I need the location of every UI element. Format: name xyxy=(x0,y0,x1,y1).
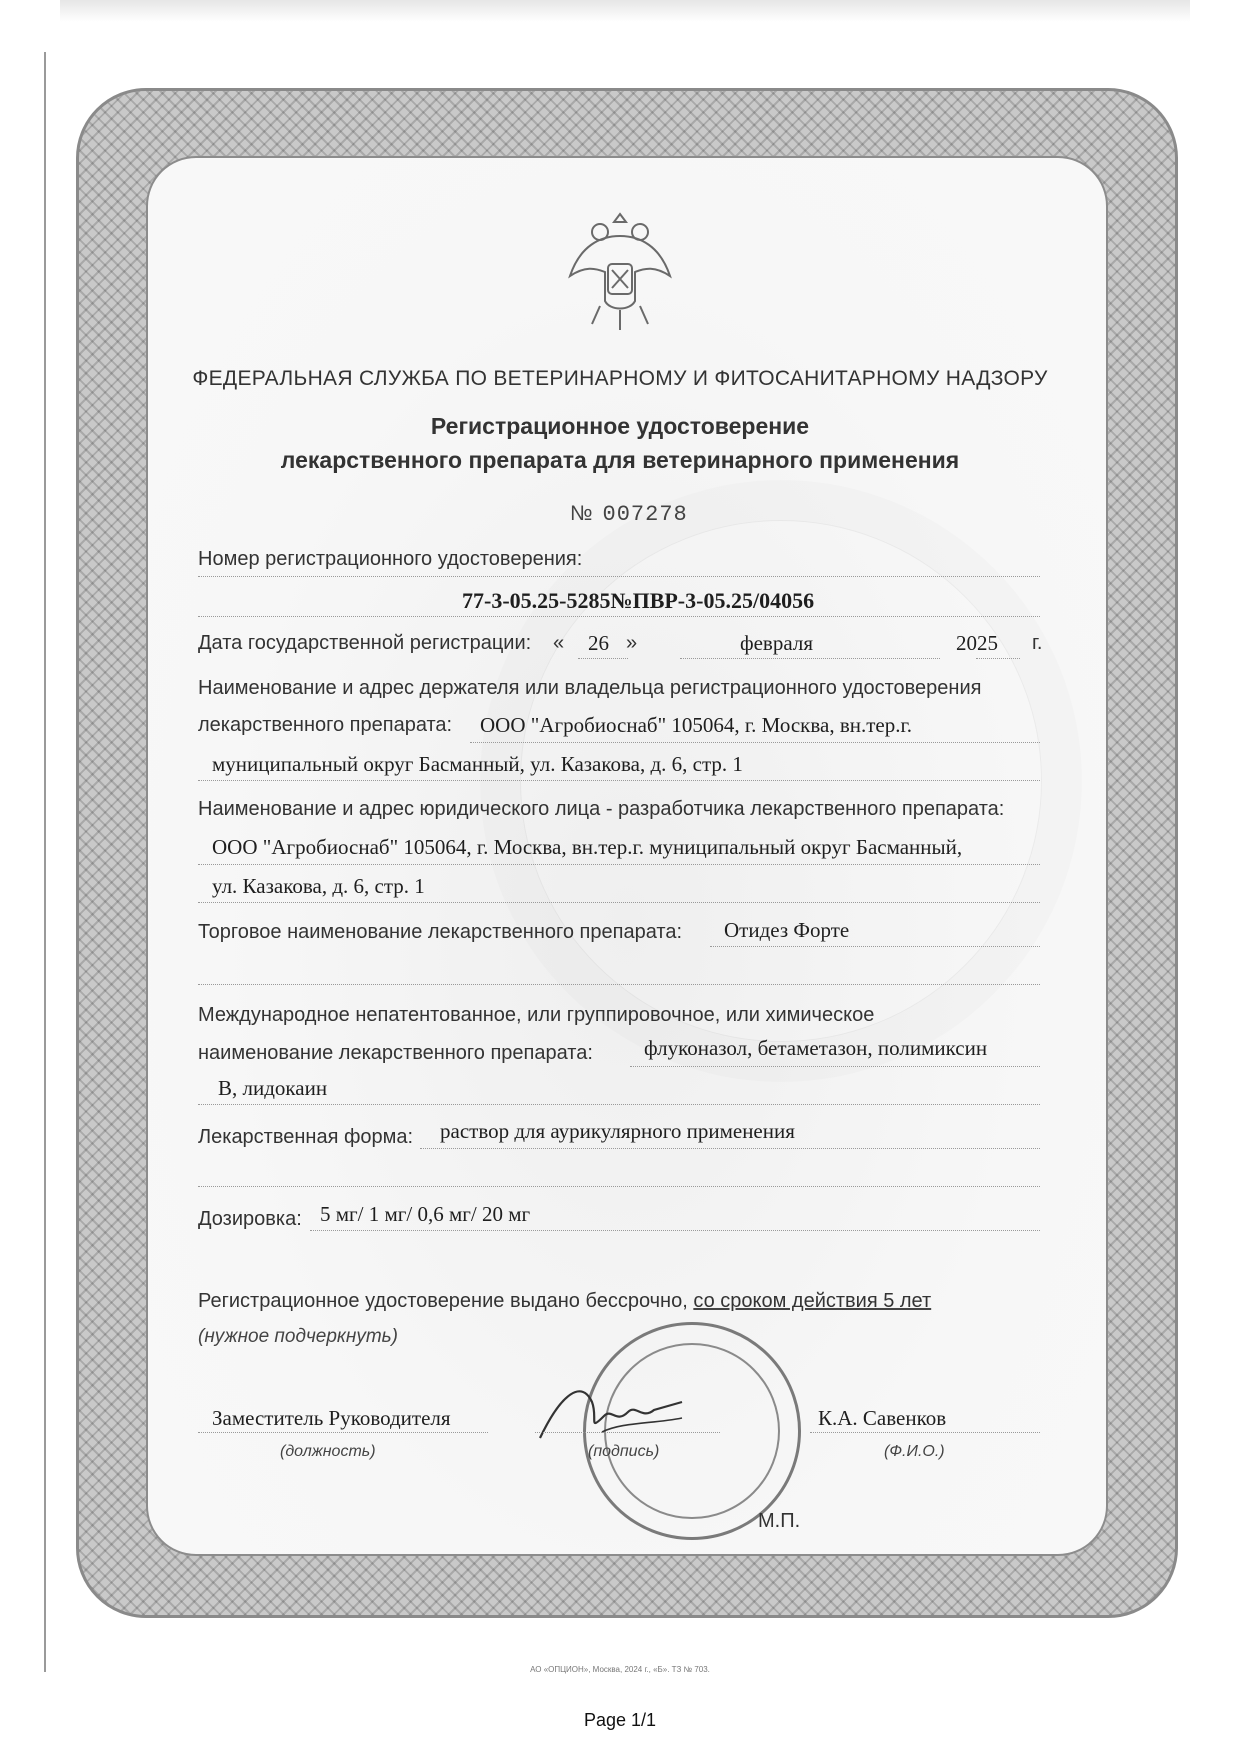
reg-date-day: 26 xyxy=(588,631,609,655)
fill-line xyxy=(198,576,1040,577)
holder-value-line2: муниципальный округ Басманный, ул. Казакова, д. 6, стр. 1 xyxy=(212,752,743,776)
dosage-label: Дозировка: xyxy=(198,1208,302,1230)
fill-line xyxy=(578,658,628,659)
fill-line xyxy=(198,984,1040,985)
document-title-line1: Регистрационное удостоверение xyxy=(430,413,810,439)
seal-place-mark: М.П. xyxy=(758,1510,801,1532)
fill-line xyxy=(198,1186,1040,1187)
dosage-value: 5 мг/ 1 мг/ 0,6 мг/ 20 мг xyxy=(320,1202,531,1226)
fill-line xyxy=(198,1432,488,1433)
holder-label-line1: Наименование и адрес держателя или владельца регистрационного удостоверения xyxy=(198,677,982,699)
inn-value-line2: В, лидокаин xyxy=(218,1076,328,1100)
developer-value-line1: ООО "Агробиоснаб" 105064, г. Москва, вн.тер.г. муниципальный округ Басманный, xyxy=(212,835,963,859)
developer-value-line2: ул. Казакова, д. 6, стр. 1 xyxy=(212,874,425,898)
reg-date-year-unit: г. xyxy=(1032,632,1043,654)
document-title-line2: лекарственного препарата для ветеринарного применения xyxy=(280,447,960,473)
developer-label: Наименование и адрес юридического лица - разработчика лекарственного препарата: xyxy=(198,798,1005,820)
validity-text: Регистрационное удостоверение выдано бессрочно, xyxy=(198,1290,694,1312)
form-number xyxy=(570,502,688,527)
trade-name-label: Торговое наименование лекарственного препарата: xyxy=(198,921,682,943)
reg-date-year-prefix: 20 xyxy=(956,631,977,655)
signature-icon xyxy=(532,1372,692,1452)
scan-edge-line xyxy=(44,52,46,1672)
page-indicator: Page 1/1 xyxy=(583,1710,657,1730)
fill-line xyxy=(198,1104,1040,1105)
reg-date-year-suffix: 25 xyxy=(977,631,998,655)
fill-line xyxy=(470,742,1040,743)
fill-line xyxy=(420,1148,1040,1149)
validity-statement xyxy=(198,1290,931,1313)
inn-label-line2: наименование лекарственного препарата: xyxy=(198,1042,593,1064)
form-number-digits: 007278 xyxy=(602,502,688,527)
reg-date-label: Дата государственной регистрации: xyxy=(198,632,532,654)
signer-name: К.А. Савенков xyxy=(818,1406,947,1430)
fill-line xyxy=(198,616,1040,617)
inn-label-line1: Международное непатентованное, или группировочное, или химическое xyxy=(198,1004,875,1026)
coat-of-arms-icon xyxy=(560,206,680,336)
dosage-form-value: раствор для аурикулярного применения xyxy=(440,1119,795,1143)
form-number-sign: № xyxy=(570,502,593,525)
fill-line xyxy=(680,658,940,659)
fill-line xyxy=(810,1432,1040,1433)
fill-line xyxy=(710,946,1040,947)
reg-number-value: 77-3-05.25-5285№ПВР-3-05.25/04056 xyxy=(462,588,815,613)
fill-line xyxy=(976,658,1020,659)
signer-position: Заместитель Руководителя xyxy=(212,1406,451,1430)
reg-date-month: февраля xyxy=(740,631,813,655)
signer-position-caption: (должность) xyxy=(280,1443,376,1460)
signer-name-caption: (Ф.И.О.) xyxy=(884,1443,945,1460)
fill-line xyxy=(198,864,1040,865)
holder-value-line1: ООО "Агробиоснаб" 105064, г. Москва, вн.тер.г. xyxy=(480,713,912,737)
printer-line: АО «ОПЦИОН», Москва, 2024 г., «Б». ТЗ № 703. xyxy=(530,1665,710,1674)
reg-date-open-quote: « xyxy=(553,632,565,654)
scan-top-shadow xyxy=(60,0,1190,22)
dosage-form-label: Лекарственная форма: xyxy=(198,1126,414,1148)
validity-underlined: со сроком действия 5 лет xyxy=(693,1290,932,1312)
fill-line xyxy=(310,1230,1040,1231)
validity-hint: (нужное подчеркнуть) xyxy=(198,1326,399,1347)
fill-line xyxy=(198,780,1040,781)
reg-date-close-quote: » xyxy=(626,632,638,654)
signature-caption: (подпись) xyxy=(588,1443,660,1460)
reg-date-year xyxy=(956,631,998,656)
trade-name-value: Отидез Форте xyxy=(724,918,850,942)
agency-name: ФЕДЕРАЛЬНАЯ СЛУЖБА ПО ВЕТЕРИНАРНОМУ И ФИТОСАНИТАРНОМУ НАДЗОРУ xyxy=(192,367,1048,390)
fill-line xyxy=(630,1066,1040,1067)
reg-number-label: Номер регистрационного удостоверения: xyxy=(198,548,583,570)
fill-line xyxy=(535,1432,720,1433)
holder-label-line2: лекарственного препарата: xyxy=(198,714,453,736)
fill-line xyxy=(198,902,1040,903)
inn-value-line1: флуконазол, бетаметазон, полимиксин xyxy=(644,1036,988,1060)
